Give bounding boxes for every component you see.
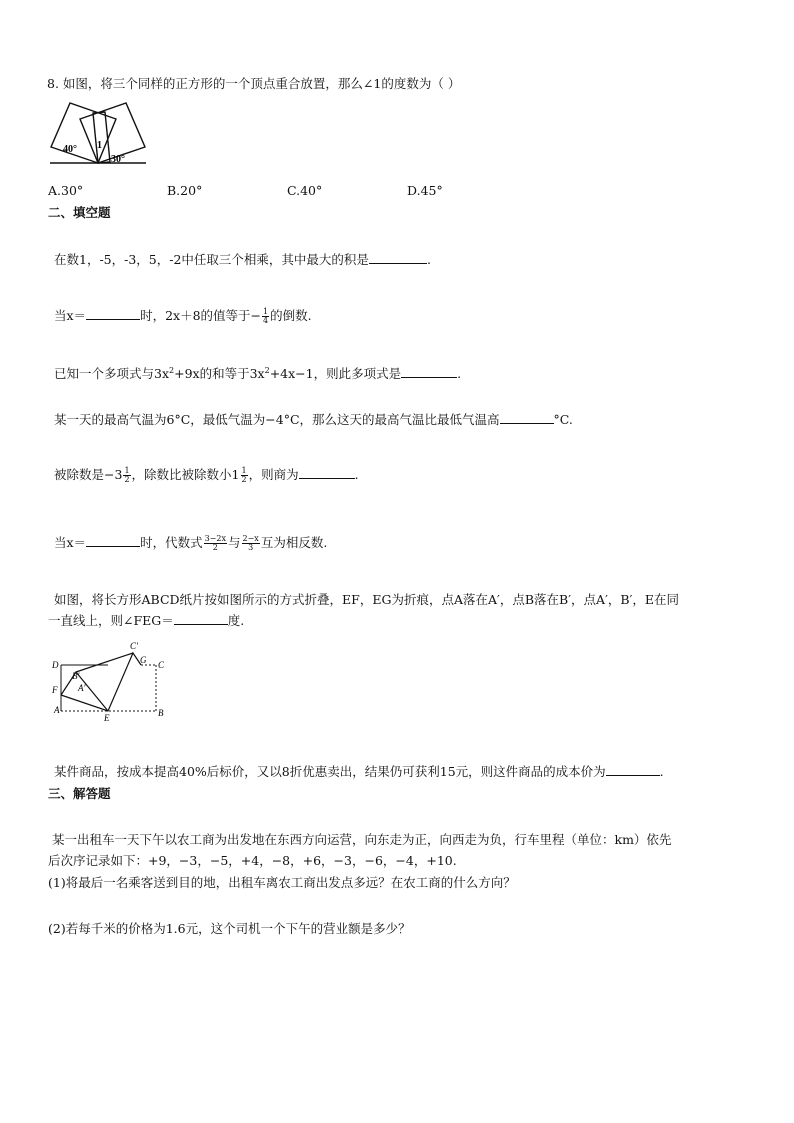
label-B-prime: B′ (72, 671, 80, 681)
label-F: F (52, 685, 58, 695)
edge-B-prime-C-prime (76, 653, 133, 672)
option-d: D.45° (407, 183, 443, 198)
option-a: A.30° (48, 183, 84, 198)
three-squares-figure (48, 100, 150, 166)
section-title-fill-in: 二、填空题 (48, 205, 111, 220)
label-E: E (104, 713, 110, 723)
label-A: A (54, 705, 60, 715)
fill-question-3: 已知一个多项式与$3x^2+9x$的和等于$3x^2+4x-1$，则此多项式是 . (54, 365, 462, 381)
answer-blank (299, 466, 355, 479)
question-text: 如图，将三个同样的正方形的一个顶点重合放置，那么∠1的度数为（ ） (62, 76, 461, 91)
question-number: 8. (47, 76, 59, 91)
fraction: $\frac{1}{4}$ (263, 307, 269, 325)
fraction: $\frac{1}{2}$ (124, 466, 130, 484)
solve-subquestion-2: (2)若每千米的价格为1.6元，这个司机一个下午的营业额是多少？ (48, 921, 411, 936)
fill-question-4: 某一天的最高气温为6°C，最低气温为−4°C，那么这天的最高气温比最低气温高 °C. (54, 412, 573, 427)
fill-question-1: 在数1，-5，-3，5，-2中任取三个相乘，其中最大的积是 . (54, 252, 431, 267)
fill-question-2: 当x＝ 时，2x＋8的值等于− $\frac{1}{4}$ 的倒数. (54, 307, 312, 325)
label-D: D (52, 660, 59, 670)
label-G: G (140, 655, 147, 665)
label-A-prime: A′ (78, 683, 86, 693)
label-C-prime: C′ (130, 641, 138, 651)
question-8 (47, 76, 460, 91)
angle-label-1: 1 (97, 140, 102, 151)
answer-blank (500, 411, 554, 424)
solve-question-1-line1: 某一出租车一天下午以农工商为出发地在东西方向运营，向东走为正，向西走为负，行车里程（单位：km）依先 (52, 832, 672, 847)
label-C: C (158, 660, 165, 670)
fill-question-5: 被除数是−3 $\frac{1}{2}$ ，除数比被除数小1 $\frac{1}{2}$ ，则商为 . (54, 466, 359, 484)
fill-question-6: 当x＝ 时，代数式 $\frac{3-2x}{2}$ 与 $\frac{2-x}{3}$ 互为相反数. (54, 534, 328, 552)
answer-blank (174, 612, 228, 625)
fill-question-8: 某件商品，按成本提高40%后标价，又以8折优惠卖出，结果仍可获利15元，则这件商品的成本价为 . (54, 764, 664, 779)
square-left (51, 103, 116, 163)
angle-label-left: 40° (63, 144, 77, 155)
angle-label-right: 30° (111, 154, 125, 165)
fraction: $\frac{2-x}{3}$ (242, 534, 259, 552)
section-title-solve: 三、解答题 (48, 786, 111, 801)
answer-blank (401, 365, 457, 378)
answer-blank (86, 307, 140, 320)
fill-question-7-line1: 如图，将长方形ABCD纸片按如图所示的方式折叠，EF，EG为折痕，点A落在A′，点B落在B′，点A′，B′，E在同 (54, 592, 680, 607)
answer-blank (606, 763, 660, 776)
solve-question-1-line2: 后次序记录如下：+9，−3，−5，+4，−8，+6，−3，−6，−4，+10. (48, 853, 457, 868)
rectangle-fold-figure (50, 640, 172, 724)
fraction: $\frac{3-2x}{2}$ (204, 534, 226, 552)
answer-blank (86, 534, 140, 547)
solve-subquestion-1: (1)将最后一名乘客送到目的地，出租车离农工商出发点多远？在农工商的什么方向？ (48, 875, 516, 890)
option-b: B.20° (167, 183, 203, 198)
option-c: C.40° (287, 183, 323, 198)
answer-blank (369, 251, 427, 264)
fill-question-7-line2: 一直线上，则∠FEG＝ 度. (48, 613, 245, 628)
label-B: B (158, 708, 164, 718)
fraction: $\frac{1}{2}$ (241, 466, 247, 484)
